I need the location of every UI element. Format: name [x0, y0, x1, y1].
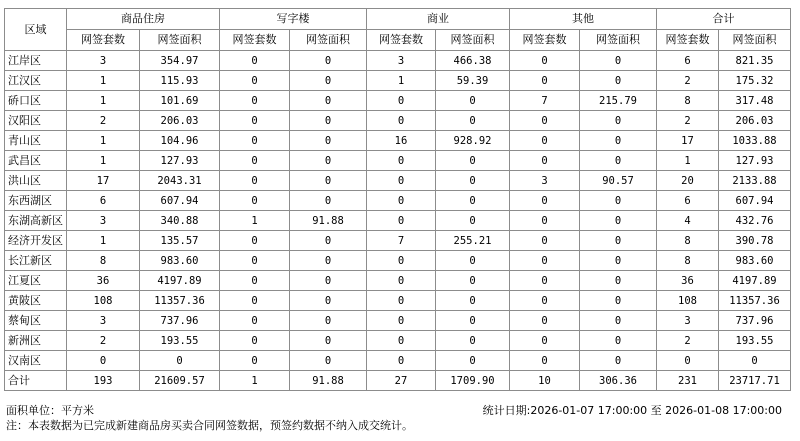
region-name-cell: 硚口区	[5, 91, 67, 111]
sales-table-container	[4, 8, 790, 391]
area-cell: 0	[290, 171, 367, 191]
area-cell: 91.88	[290, 371, 367, 391]
count-cell: 1	[67, 91, 140, 111]
count-cell: 0	[510, 291, 580, 311]
group-header-office: 写字楼	[220, 9, 367, 30]
area-unit-label: 面积单位：平方米	[6, 404, 94, 417]
table-row	[5, 311, 791, 331]
region-name-cell: 武昌区	[5, 151, 67, 171]
table-row	[5, 111, 791, 131]
region-name-cell: 江汉区	[5, 71, 67, 91]
area-cell: 0	[580, 291, 657, 311]
area-cell: 1033.88	[719, 131, 791, 151]
area-cell: 354.97	[140, 51, 220, 71]
count-cell: 17	[657, 131, 719, 151]
count-cell: 2	[657, 111, 719, 131]
area-cell: 0	[436, 331, 510, 351]
area-cell: 21609.57	[140, 371, 220, 391]
table-row	[5, 251, 791, 271]
area-cell: 0	[436, 151, 510, 171]
area-cell: 11357.36	[140, 291, 220, 311]
count-cell: 2	[67, 331, 140, 351]
area-cell: 0	[436, 171, 510, 191]
count-cell: 6	[657, 51, 719, 71]
header-row-sub	[5, 30, 791, 51]
area-cell: 821.35	[719, 51, 791, 71]
area-cell: 0	[436, 291, 510, 311]
count-cell: 1	[220, 211, 290, 231]
count-cell: 3	[657, 311, 719, 331]
table-row	[5, 331, 791, 351]
count-cell: 0	[510, 111, 580, 131]
table-row	[5, 291, 791, 311]
area-cell: 215.79	[580, 91, 657, 111]
area-cell: 4197.89	[140, 271, 220, 291]
area-cell: 737.96	[140, 311, 220, 331]
count-cell: 0	[367, 211, 436, 231]
area-cell: 0	[719, 351, 791, 371]
count-cell: 0	[367, 91, 436, 111]
count-cell: 108	[657, 291, 719, 311]
footer-line-2	[4, 418, 790, 433]
count-cell: 36	[67, 271, 140, 291]
table-row	[5, 171, 791, 191]
area-cell: 115.93	[140, 71, 220, 91]
count-cell: 8	[657, 231, 719, 251]
area-cell: 0	[436, 111, 510, 131]
area-cell: 104.96	[140, 131, 220, 151]
region-name-cell: 新洲区	[5, 331, 67, 351]
count-cell: 1	[367, 71, 436, 91]
area-cell: 0	[580, 211, 657, 231]
count-cell: 0	[657, 351, 719, 371]
count-cell: 3	[67, 311, 140, 331]
count-cell: 0	[367, 271, 436, 291]
count-cell: 0	[220, 51, 290, 71]
region-name-cell: 江夏区	[5, 271, 67, 291]
count-cell: 0	[510, 151, 580, 171]
table-row	[5, 271, 791, 291]
area-cell: 0	[290, 91, 367, 111]
sales-table	[4, 8, 791, 391]
group-header-other: 其他	[510, 9, 657, 30]
region-name-cell: 青山区	[5, 131, 67, 151]
statistics-date: 统计日期:2026-01-07 17:00:00 至 2026-01-08 17:00:00	[482, 404, 782, 417]
count-cell: 1	[220, 371, 290, 391]
area-cell: 0	[580, 151, 657, 171]
table-row	[5, 91, 791, 111]
count-cell: 16	[367, 131, 436, 151]
area-cell: 0	[580, 131, 657, 151]
sub-header-count: 网签套数	[510, 30, 580, 51]
count-cell: 0	[220, 331, 290, 351]
area-cell: 0	[436, 271, 510, 291]
area-cell: 0	[436, 91, 510, 111]
sub-header-area: 网签面积	[290, 30, 367, 51]
region-name-cell: 江岸区	[5, 51, 67, 71]
count-cell: 10	[510, 371, 580, 391]
count-cell: 0	[510, 351, 580, 371]
count-cell: 0	[367, 331, 436, 351]
count-cell: 0	[67, 351, 140, 371]
count-cell: 3	[67, 211, 140, 231]
area-cell: 0	[436, 211, 510, 231]
area-cell: 737.96	[719, 311, 791, 331]
count-cell: 0	[220, 171, 290, 191]
count-cell: 0	[220, 111, 290, 131]
area-cell: 127.93	[140, 151, 220, 171]
area-cell: 127.93	[719, 151, 791, 171]
area-cell: 90.57	[580, 171, 657, 191]
area-cell: 23717.71	[719, 371, 791, 391]
area-cell: 306.36	[580, 371, 657, 391]
count-cell: 6	[67, 191, 140, 211]
count-cell: 0	[220, 91, 290, 111]
count-cell: 0	[220, 311, 290, 331]
area-cell: 4197.89	[719, 271, 791, 291]
area-cell: 317.48	[719, 91, 791, 111]
area-cell: 0	[580, 351, 657, 371]
area-cell: 340.88	[140, 211, 220, 231]
count-cell: 0	[367, 311, 436, 331]
count-cell: 0	[510, 191, 580, 211]
area-cell: 2133.88	[719, 171, 791, 191]
area-cell: 193.55	[719, 331, 791, 351]
area-cell: 0	[290, 151, 367, 171]
area-cell: 0	[290, 351, 367, 371]
area-cell: 0	[580, 191, 657, 211]
region-name-cell: 经济开发区	[5, 231, 67, 251]
sub-header-count: 网签套数	[657, 30, 719, 51]
area-cell: 59.39	[436, 71, 510, 91]
region-name-cell: 洪山区	[5, 171, 67, 191]
area-cell: 607.94	[140, 191, 220, 211]
area-cell: 0	[580, 51, 657, 71]
footnote: 注：本表数据为已完成新建商品房买卖合同网签数据，预签约数据不纳入成交统计。	[6, 419, 413, 432]
count-cell: 1	[67, 131, 140, 151]
region-name-cell: 黄陂区	[5, 291, 67, 311]
count-cell: 0	[367, 151, 436, 171]
table-row	[5, 131, 791, 151]
group-header-residential: 商品住房	[67, 9, 220, 30]
sub-header-area: 网签面积	[719, 30, 791, 51]
area-cell: 983.60	[140, 251, 220, 271]
area-cell: 0	[580, 71, 657, 91]
count-cell: 231	[657, 371, 719, 391]
region-name-cell: 汉南区	[5, 351, 67, 371]
area-cell: 2043.31	[140, 171, 220, 191]
count-cell: 1	[67, 151, 140, 171]
area-cell: 0	[290, 131, 367, 151]
area-cell: 206.03	[719, 111, 791, 131]
area-cell: 206.03	[140, 111, 220, 131]
count-cell: 17	[67, 171, 140, 191]
count-cell: 2	[657, 331, 719, 351]
area-cell: 0	[436, 351, 510, 371]
table-row	[5, 151, 791, 171]
area-cell: 983.60	[719, 251, 791, 271]
table-row	[5, 51, 791, 71]
count-cell: 27	[367, 371, 436, 391]
area-cell: 0	[580, 231, 657, 251]
count-cell: 3	[510, 171, 580, 191]
group-header-commercial: 商业	[367, 9, 510, 30]
sub-header-area: 网签面积	[436, 30, 510, 51]
count-cell: 0	[220, 131, 290, 151]
area-cell: 0	[290, 51, 367, 71]
count-cell: 8	[657, 91, 719, 111]
area-cell: 607.94	[719, 191, 791, 211]
count-cell: 0	[510, 51, 580, 71]
count-cell: 0	[220, 151, 290, 171]
count-cell: 0	[220, 271, 290, 291]
sub-header-area: 网签面积	[140, 30, 220, 51]
region-name-cell: 长江新区	[5, 251, 67, 271]
count-cell: 2	[657, 71, 719, 91]
area-cell: 432.76	[719, 211, 791, 231]
sub-header-count: 网签套数	[220, 30, 290, 51]
count-cell: 0	[510, 311, 580, 331]
count-cell: 4	[657, 211, 719, 231]
area-cell: 0	[290, 191, 367, 211]
count-cell: 0	[220, 231, 290, 251]
region-name-cell: 合计	[5, 371, 67, 391]
area-cell: 101.69	[140, 91, 220, 111]
area-cell: 390.78	[719, 231, 791, 251]
count-cell: 0	[510, 271, 580, 291]
group-header-total: 合计	[657, 9, 791, 30]
area-cell: 0	[436, 251, 510, 271]
area-cell: 0	[290, 231, 367, 251]
count-cell: 0	[220, 351, 290, 371]
area-cell: 0	[290, 71, 367, 91]
region-name-cell: 蔡甸区	[5, 311, 67, 331]
area-cell: 0	[290, 111, 367, 131]
count-cell: 8	[67, 251, 140, 271]
region-name-cell: 东湖高新区	[5, 211, 67, 231]
area-cell: 0	[580, 111, 657, 131]
table-row	[5, 211, 791, 231]
count-cell: 8	[657, 251, 719, 271]
count-cell: 0	[220, 251, 290, 271]
region-header: 区域	[5, 9, 67, 51]
count-cell: 108	[67, 291, 140, 311]
count-cell: 7	[510, 91, 580, 111]
count-cell: 0	[367, 111, 436, 131]
footer-line-1	[4, 403, 790, 418]
count-cell: 7	[367, 231, 436, 251]
area-cell: 0	[290, 271, 367, 291]
area-cell: 0	[436, 311, 510, 331]
area-cell: 0	[580, 251, 657, 271]
area-cell: 0	[580, 271, 657, 291]
area-cell: 0	[580, 311, 657, 331]
area-cell: 0	[436, 191, 510, 211]
count-cell: 0	[367, 171, 436, 191]
count-cell: 0	[220, 291, 290, 311]
area-cell: 928.92	[436, 131, 510, 151]
area-cell: 0	[290, 291, 367, 311]
count-cell: 0	[510, 211, 580, 231]
count-cell: 36	[657, 271, 719, 291]
count-cell: 20	[657, 171, 719, 191]
area-cell: 0	[290, 251, 367, 271]
area-cell: 175.32	[719, 71, 791, 91]
count-cell: 0	[367, 291, 436, 311]
area-cell: 1709.90	[436, 371, 510, 391]
area-cell: 255.21	[436, 231, 510, 251]
region-name-cell: 汉阳区	[5, 111, 67, 131]
area-cell: 0	[290, 311, 367, 331]
count-cell: 0	[367, 251, 436, 271]
region-name-cell: 东西湖区	[5, 191, 67, 211]
count-cell: 0	[510, 131, 580, 151]
count-cell: 0	[510, 331, 580, 351]
table-row	[5, 191, 791, 211]
table-row	[5, 231, 791, 251]
count-cell: 193	[67, 371, 140, 391]
count-cell: 1	[657, 151, 719, 171]
count-cell: 0	[367, 191, 436, 211]
count-cell: 6	[657, 191, 719, 211]
count-cell: 0	[510, 231, 580, 251]
area-cell: 11357.36	[719, 291, 791, 311]
sub-header-count: 网签套数	[67, 30, 140, 51]
area-cell: 91.88	[290, 211, 367, 231]
count-cell: 0	[510, 71, 580, 91]
area-cell: 0	[290, 331, 367, 351]
count-cell: 2	[67, 111, 140, 131]
count-cell: 3	[67, 51, 140, 71]
table-row	[5, 351, 791, 371]
total-row	[5, 371, 791, 391]
table-row	[5, 71, 791, 91]
sub-header-area: 网签面积	[580, 30, 657, 51]
count-cell: 0	[510, 251, 580, 271]
area-cell: 135.57	[140, 231, 220, 251]
count-cell: 0	[220, 71, 290, 91]
count-cell: 3	[367, 51, 436, 71]
area-cell: 0	[580, 331, 657, 351]
count-cell: 1	[67, 231, 140, 251]
area-cell: 193.55	[140, 331, 220, 351]
sub-header-count: 网签套数	[367, 30, 436, 51]
area-cell: 0	[140, 351, 220, 371]
count-cell: 1	[67, 71, 140, 91]
header-row-groups	[5, 9, 791, 30]
count-cell: 0	[367, 351, 436, 371]
count-cell: 0	[220, 191, 290, 211]
area-cell: 466.38	[436, 51, 510, 71]
